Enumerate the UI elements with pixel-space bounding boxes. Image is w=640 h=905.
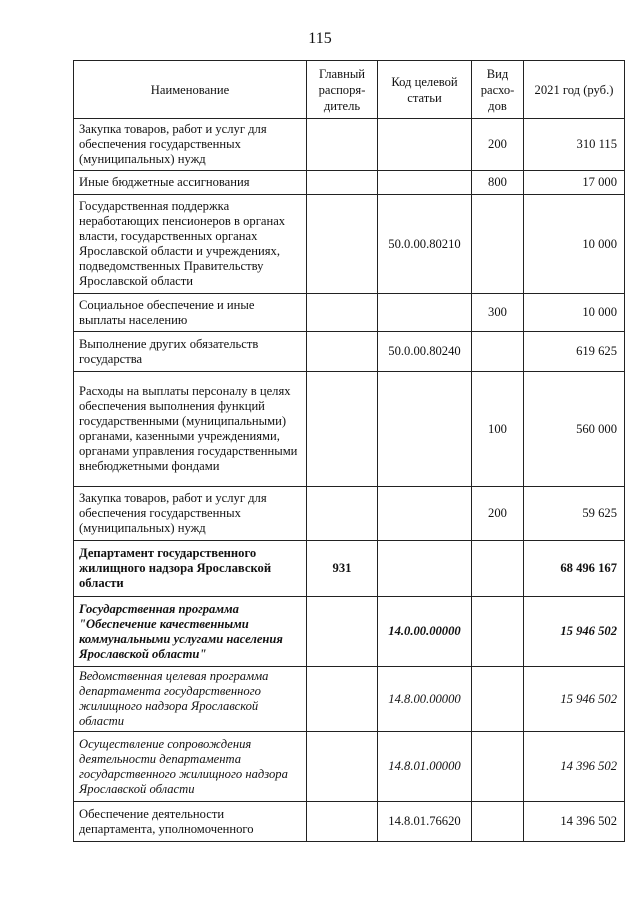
page-number: 115 — [308, 30, 332, 47]
row-admin — [307, 332, 378, 372]
header-name: Наименование — [74, 61, 307, 119]
table-row — [74, 487, 625, 541]
row-admin — [307, 487, 378, 541]
row-name: Государственная программа "Обеспечение качественными коммунальными услугами населения Ярославской области" — [74, 597, 307, 667]
table-row — [74, 732, 625, 802]
row-code: 14.8.01.00000 — [378, 732, 472, 802]
row-code: 50.0.00.80240 — [378, 332, 472, 372]
table-row — [74, 294, 625, 332]
row-admin — [307, 119, 378, 171]
header-code: Код целевой статьи — [378, 61, 472, 119]
row-code — [378, 294, 472, 332]
table-header-row — [74, 61, 625, 119]
row-name: Осуществление сопровождения деятельности департамента государственного жилищного надзора Ярославской области — [74, 732, 307, 802]
budget-table — [73, 60, 625, 842]
row-admin — [307, 802, 378, 842]
row-admin — [307, 732, 378, 802]
header-year: 2021 год (руб.) — [524, 61, 625, 119]
table-row — [74, 802, 625, 842]
row-admin — [307, 372, 378, 487]
row-name: Ведомственная целевая программа департамента государственного жилищного надзора Ярославской области — [74, 667, 307, 732]
row-name: Обеспечение деятельности департамента, уполномоченного — [74, 802, 307, 842]
row-admin: 931 — [307, 541, 378, 597]
row-type: 800 — [472, 171, 524, 195]
row-code — [378, 541, 472, 597]
table-row — [74, 119, 625, 171]
header-admin: Главный распоря-дитель — [307, 61, 378, 119]
row-name: Иные бюджетные ассигнования — [74, 171, 307, 195]
row-name: Государственная поддержка неработающих пенсионеров в органах власти, государственных органах Ярославской области и учреждениях, подведомственных Правительству Ярославской области — [74, 195, 307, 294]
row-type: 100 — [472, 372, 524, 487]
row-amount: 17 000 — [524, 171, 625, 195]
row-code: 50.0.00.80210 — [378, 195, 472, 294]
row-amount: 14 396 502 — [524, 732, 625, 802]
row-name: Закупка товаров, работ и услуг для обеспечения государственных (муниципальных) нужд — [74, 487, 307, 541]
row-admin — [307, 195, 378, 294]
row-type — [472, 541, 524, 597]
row-admin — [307, 294, 378, 332]
row-type — [472, 332, 524, 372]
table-row — [74, 372, 625, 487]
row-amount: 15 946 502 — [524, 597, 625, 667]
row-code: 14.8.01.76620 — [378, 802, 472, 842]
row-type — [472, 732, 524, 802]
row-amount: 619 625 — [524, 332, 625, 372]
row-code: 14.0.00.00000 — [378, 597, 472, 667]
row-type: 200 — [472, 487, 524, 541]
header-type: Вид расхо-дов — [472, 61, 524, 119]
row-code: 14.8.00.00000 — [378, 667, 472, 732]
table-row — [74, 597, 625, 667]
row-type — [472, 597, 524, 667]
row-type: 300 — [472, 294, 524, 332]
row-name: Расходы на выплаты персоналу в целях обеспечения выполнения функций государственными (муниципальными) органами, казенными учреждениями, органами управления государственными внебюджетными фондами — [74, 372, 307, 487]
row-code — [378, 119, 472, 171]
row-name: Закупка товаров, работ и услуг для обеспечения государственных (муниципальных) нужд — [74, 119, 307, 171]
row-amount: 560 000 — [524, 372, 625, 487]
row-code — [378, 487, 472, 541]
row-type — [472, 195, 524, 294]
row-code — [378, 372, 472, 487]
row-amount: 68 496 167 — [524, 541, 625, 597]
row-name: Выполнение других обязательств государства — [74, 332, 307, 372]
row-code — [378, 171, 472, 195]
table-row — [74, 667, 625, 732]
row-type — [472, 667, 524, 732]
row-name: Социальное обеспечение и иные выплаты населению — [74, 294, 307, 332]
row-name: Департамент государственного жилищного надзора Ярославской области — [74, 541, 307, 597]
row-admin — [307, 667, 378, 732]
row-type: 200 — [472, 119, 524, 171]
row-admin — [307, 171, 378, 195]
table-row — [74, 195, 625, 294]
row-amount: 10 000 — [524, 294, 625, 332]
row-type — [472, 802, 524, 842]
table-row — [74, 332, 625, 372]
row-amount: 59 625 — [524, 487, 625, 541]
row-admin — [307, 597, 378, 667]
row-amount: 10 000 — [524, 195, 625, 294]
row-amount: 15 946 502 — [524, 667, 625, 732]
row-amount: 14 396 502 — [524, 802, 625, 842]
table-row — [74, 171, 625, 195]
table-row — [74, 541, 625, 597]
row-amount: 310 115 — [524, 119, 625, 171]
